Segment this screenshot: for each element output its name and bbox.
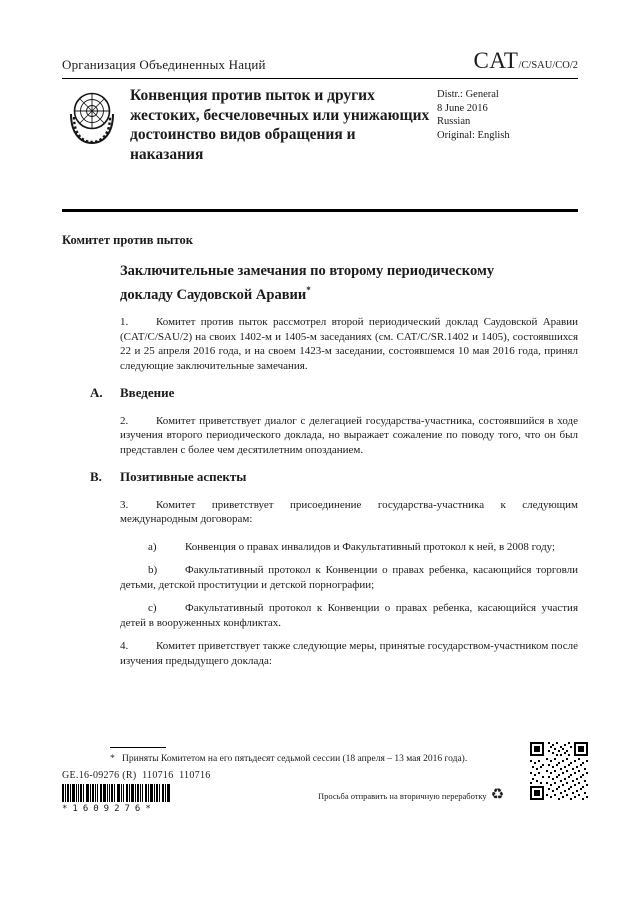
date-line: 8 June 2016: [437, 102, 488, 114]
list-item-a: [120, 540, 578, 555]
recycle-icon: ♻: [490, 787, 505, 803]
document-symbol-main: CAT: [473, 48, 519, 73]
list-item-letter: b): [148, 564, 158, 576]
list-item-c: [120, 601, 578, 630]
footnote-separator: [110, 747, 166, 748]
paragraph-3: [120, 498, 578, 527]
committee-name: Комитет против пыток: [62, 233, 193, 247]
list-item-b: [120, 563, 578, 592]
document-body: [90, 315, 578, 681]
section-heading-b: [90, 469, 578, 485]
footnote-text: Приняты Комитетом на его пятьдесят седьмой сессии (18 апреля – 13 мая 2016 года).: [122, 754, 468, 764]
convention-title: Конвенция против пыток и других жестоких, бесчеловечных или унижающих достоинство видов обращения и наказания: [130, 87, 430, 163]
recycle-notice: [318, 788, 504, 803]
paragraph-number: 2.: [120, 414, 129, 427]
qr-code: [530, 742, 588, 800]
footnote-marker: *: [110, 754, 115, 764]
header-divider: [62, 78, 578, 79]
list-item-text: Факультативный протокол к Конвенции о правах ребенка, касающийся торговли детьми, детской проституции и детской порнографии;: [120, 564, 578, 591]
distribution-block: [437, 88, 510, 142]
ge-document-number: GE.16-09276 (R) 110716 110716: [62, 770, 211, 781]
list-item-text: Факультативный протокол к Конвенции о правах ребенка, касающийся участия детей в вооруженных конфликтах.: [120, 602, 578, 629]
section-letter: B.: [90, 469, 102, 484]
section-title: Введение: [120, 385, 175, 400]
section-title: Позитивные аспекты: [120, 469, 247, 484]
original-line: Original: English: [437, 129, 510, 141]
footnote: [110, 753, 570, 765]
barcode-text: *1609276*: [62, 804, 156, 814]
paragraph-number: 4.: [120, 640, 129, 652]
paragraph-text: Комитет против пыток рассмотрел второй периодический доклад Саудовской Аравии (CAT/C/SAU/2) на своих 1402-м и 1405-м заседаниях (см. CAT/C/SR.1402 и 1405), состоявшихся 22 и 25 апреля 2016 года, и на своем 1423-м заседании, состоявшемся 10 мая 2016 года, принял следующие заключительные замечания.: [120, 316, 578, 372]
paragraph-number: 3.: [120, 498, 129, 511]
list-item-letter: c): [148, 602, 157, 614]
language-line: Russian: [437, 116, 471, 127]
document-title: [120, 262, 550, 305]
document-symbol: [474, 48, 578, 74]
section-heading-a: [90, 385, 578, 401]
recycle-text: Просьба отправить на вторичную переработку: [318, 790, 487, 801]
paragraph-text: Комитет приветствует также следующие меры, принятые государством-участником после изучения предыдущего доклада:: [120, 640, 578, 667]
document-title-text: Заключительные замечания по второму периодическому докладу Саудовской Аравии: [120, 263, 495, 303]
un-org-name: Организация Объединенных Наций: [62, 57, 266, 72]
paragraph-4: [120, 639, 578, 668]
paragraph-text: Комитет приветствует присоединение государства-участника к следующим международным договорам:: [120, 498, 578, 525]
masthead-divider: [62, 209, 578, 212]
list-item-text: Конвенция о правах инвалидов и Факультативный протокол к ней, в 2008 году;: [185, 540, 556, 553]
distr-line: Distr.: General: [437, 89, 499, 100]
un-emblem-icon: [64, 86, 120, 156]
title-footnote-ref: *: [306, 285, 311, 295]
document-symbol-suffix: /C/SAU/CO/2: [518, 60, 578, 71]
list-item-letter: a): [148, 540, 157, 553]
paragraph-number: 1.: [120, 316, 129, 328]
paragraph-1: [120, 315, 578, 373]
paragraph-2: [120, 414, 578, 458]
paragraph-text: Комитет приветствует диалог с делегацией государства-участника, состоявшийся в ходе изучения второго периодического доклада, но выражает сожаление по поводу того, что он был представлен с более чем десятилетним опозданием.: [120, 414, 578, 456]
section-letter: A.: [90, 385, 103, 400]
